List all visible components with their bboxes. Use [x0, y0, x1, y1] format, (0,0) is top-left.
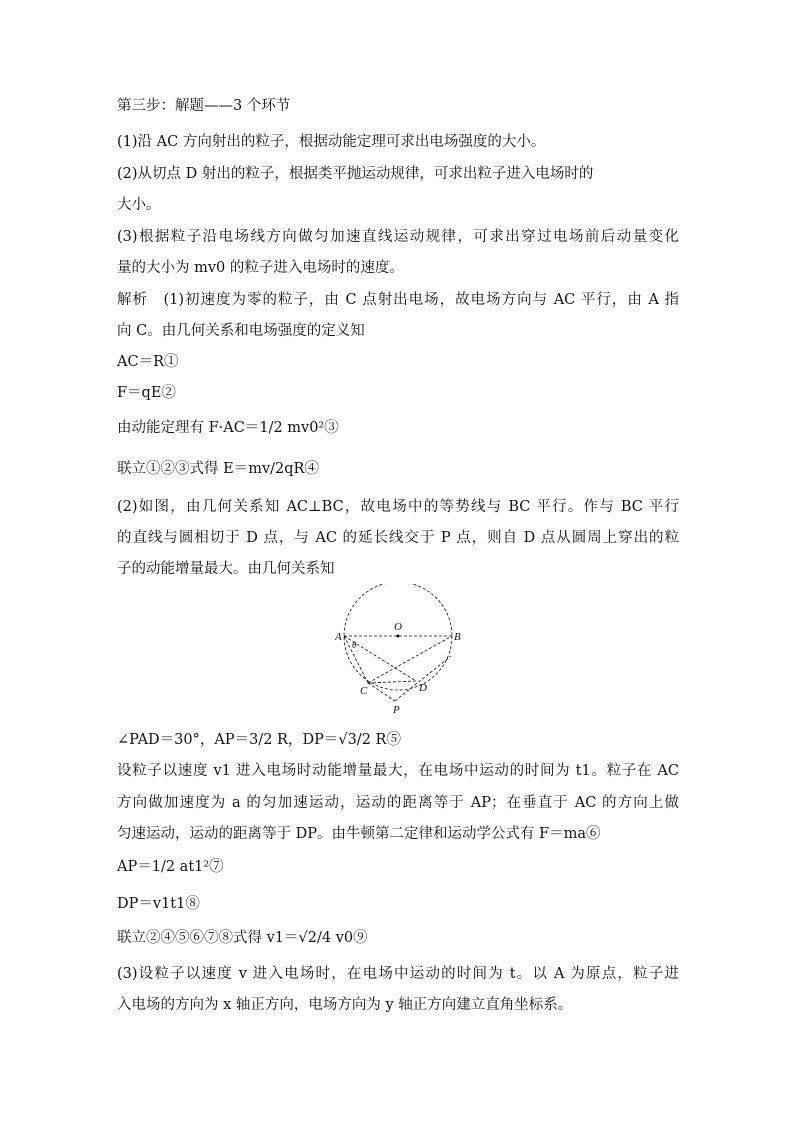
solution-line-2: 向 C。由几何关系和电场强度的定义知	[117, 323, 365, 339]
part-2-line-3: 子的动能增量最大。由几何关系知	[117, 561, 335, 577]
equation-7: AP＝1/2 at1²⑦	[117, 859, 224, 875]
part-2-line-4: 设粒子以速度 v1 进入电场时动能增量最大，在电场中运动的时间为 t1。粒子在 AC	[117, 763, 679, 779]
part-2-line-5: 方向做加速度为 a 的匀加速运动，运动的距离等于 AP；在垂直于 AC 的方向上做	[117, 795, 679, 811]
step-1: (1)沿 AC 方向射出的粒子，根据动能定理可求出电场强度的大小。	[117, 134, 546, 150]
equation-1: AC＝R①	[117, 354, 179, 370]
label-O: O	[394, 621, 402, 633]
step-2-line-1: (2)从切点 D 射出的粒子，根据类平抛运动规律，可求出粒子进入电场时的	[117, 166, 594, 182]
step-2-line-2: 大小。	[117, 197, 161, 213]
label-B: B	[454, 631, 461, 643]
step-heading: 第三步：解题——3 个环节	[117, 98, 291, 114]
label-A: A	[335, 631, 342, 643]
equation-4: 联立①②③式得 E＝mv/2qR④	[117, 461, 319, 477]
part-2-line-1: (2)如图，由几何关系知 AC⊥BC，故电场中的等势线与 BC 平行。作与 BC 平行	[117, 499, 679, 515]
equation-5: ∠PAD＝30°，AP＝3/2 R，DP＝√3/2 R⑤	[117, 732, 401, 748]
label-P: P	[393, 704, 400, 714]
equation-8: DP＝v1t1⑧	[117, 896, 200, 912]
label-C: C	[360, 685, 368, 697]
part-3-line-2: 入电场的方向为 x 轴正方向，电场方向为 y 轴正方向建立直角坐标系。	[117, 997, 573, 1013]
part-2-line-2: 的直线与圆相切于 D 点，与 AC 的延长线交于 P 点，则自 D 点从圆周上穿出的粒	[117, 530, 679, 546]
solution-line-1: 解析 (1)初速度为零的粒子，由 C 点射出电场，故电场方向与 AC 平行，由 A 指	[117, 292, 679, 308]
equation-2: F＝qE②	[117, 385, 176, 401]
equation-3: 由动能定理有 F·AC＝1/2 mv0²③	[117, 420, 339, 436]
step-3-line-1: (3)根据粒子沿电场线方向做匀加速直线运动规律，可求出穿过电场前后动量变化	[117, 229, 679, 245]
geometry-diagram	[335, 584, 465, 714]
equation-9: 联立②④⑤⑥⑦⑧式得 v1＝√2/4 v0⑨	[117, 930, 368, 946]
part-3-line-1: (3)设粒子以速度 v 进入电场时，在电场中运动的时间为 t。以 A 为原点，粒子进	[117, 966, 679, 982]
part-2-line-6: 匀速运动，运动的距离等于 DP。由牛顿第二定律和运动学公式有 F＝ma⑥	[117, 826, 601, 842]
step-3-line-2: 量的大小为 mv0 的粒子进入电场时的速度。	[117, 260, 404, 276]
label-theta: θ	[352, 640, 357, 650]
label-D: D	[419, 682, 427, 694]
